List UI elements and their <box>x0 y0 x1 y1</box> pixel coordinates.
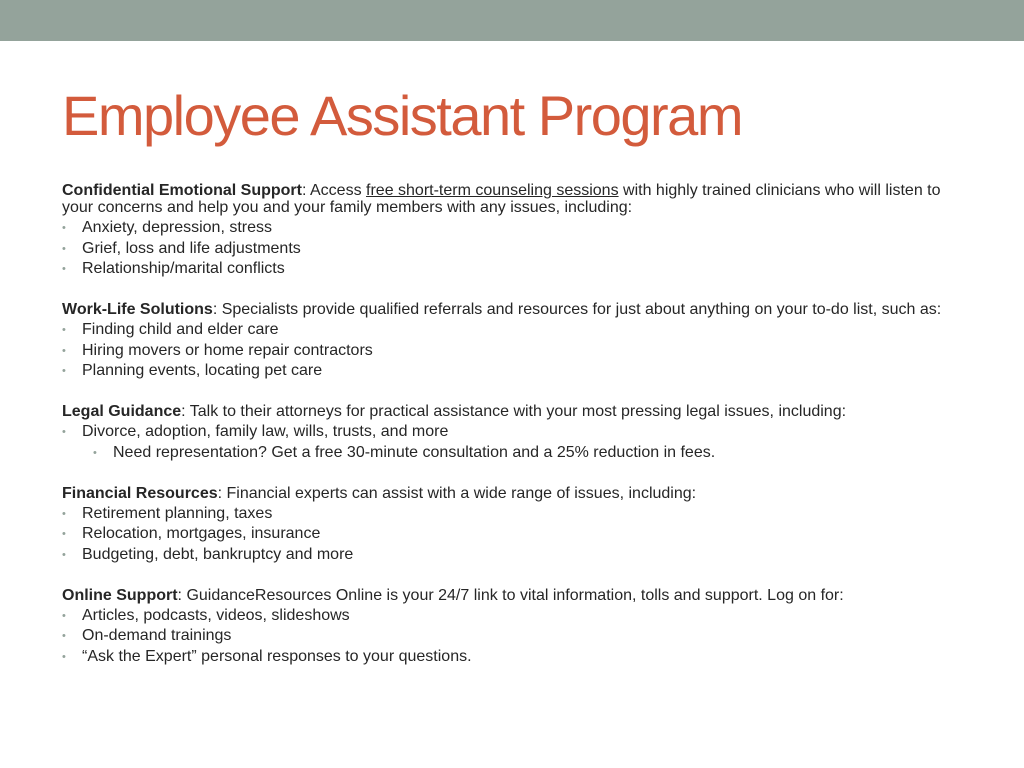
slide-content <box>62 181 952 688</box>
bullet-dot-icon: • <box>62 507 66 520</box>
section-text: : Talk to their attorneys for practical assistance with your most pressing legal issues, including: <box>181 403 847 420</box>
bullet-list <box>62 606 952 668</box>
section-emotional-support <box>62 181 952 280</box>
top-accent-band <box>0 0 1024 41</box>
section-heading: Legal Guidance <box>62 403 182 420</box>
bullet-dot-icon: • <box>62 548 66 561</box>
section-work-life <box>62 300 952 382</box>
section-text: : Financial experts can assist with a wide range of issues, including: <box>217 484 697 502</box>
bullet-dot-icon: • <box>62 242 66 255</box>
list-item: • Divorce, adoption, family law, wills, trusts, and more <box>62 422 952 443</box>
section-intro <box>62 402 952 422</box>
list-item: • Retirement planning, taxes <box>62 504 952 525</box>
bullet-dot-icon: • <box>62 426 66 438</box>
section-heading: Online Support <box>62 586 178 604</box>
list-item: • “Ask the Expert” personal responses to your questions. <box>62 647 952 668</box>
bullet-list <box>62 504 952 566</box>
section-intro <box>62 181 952 218</box>
list-item: • Budgeting, debt, bankruptcy and more <box>62 545 952 566</box>
section-text: with highly trained clinicians who will listen to your concerns and help you and your family members with any issues, including: <box>62 182 941 216</box>
list-item: • Anxiety, depression, stress <box>62 218 952 239</box>
section-text: : Access <box>301 182 367 199</box>
bullet-list <box>62 320 952 382</box>
list-item: • Relocation, mortgages, insurance <box>62 524 952 545</box>
bullet-list <box>62 218 952 280</box>
section-text: : GuidanceResources Online is your 24/7 link to vital information, tolls and support. Log on for: <box>177 586 844 604</box>
list-item: • Grief, loss and life adjustments <box>62 239 952 260</box>
list-item: • Planning events, locating pet care <box>62 361 952 382</box>
counseling-link[interactable]: free short-term counseling sessions <box>366 182 619 199</box>
section-legal <box>62 402 952 463</box>
list-item: • Finding child and elder care <box>62 320 952 341</box>
sub-list-item: • Need representation? Get a free 30-minute consultation and a 25% reduction in fees. <box>62 443 952 464</box>
bullet-dot-icon: • <box>93 446 97 459</box>
section-intro <box>62 484 952 504</box>
bullet-dot-icon: • <box>62 609 66 622</box>
section-heading: Financial Resources <box>62 484 218 502</box>
bullet-dot-icon: • <box>62 263 66 275</box>
bullet-dot-icon: • <box>62 222 66 234</box>
bullet-dot-icon: • <box>62 630 66 642</box>
section-text: : Specialists provide qualified referrals and resources for just about anything on your to-do list, such as: <box>212 301 942 318</box>
bullet-dot-icon: • <box>62 344 66 357</box>
section-heading: Confidential Emotional Support <box>62 182 302 199</box>
list-item: • On-demand trainings <box>62 626 952 647</box>
sub-bullet-list <box>62 443 952 464</box>
list-item: • Articles, podcasts, videos, slideshows <box>62 606 952 627</box>
slide-title: Employee Assistant Program <box>62 84 742 147</box>
list-item: • Hiring movers or home repair contractors <box>62 341 952 362</box>
bullet-dot-icon: • <box>62 365 66 377</box>
bullet-list <box>62 422 952 443</box>
bullet-dot-icon: • <box>62 650 66 663</box>
section-financial <box>62 484 952 566</box>
section-intro <box>62 300 952 320</box>
section-heading: Work-Life Solutions <box>62 301 213 318</box>
section-online <box>62 586 952 668</box>
section-intro <box>62 586 952 606</box>
list-item: • Relationship/marital conflicts <box>62 259 952 280</box>
bullet-dot-icon: • <box>62 324 66 336</box>
bullet-dot-icon: • <box>62 528 66 540</box>
